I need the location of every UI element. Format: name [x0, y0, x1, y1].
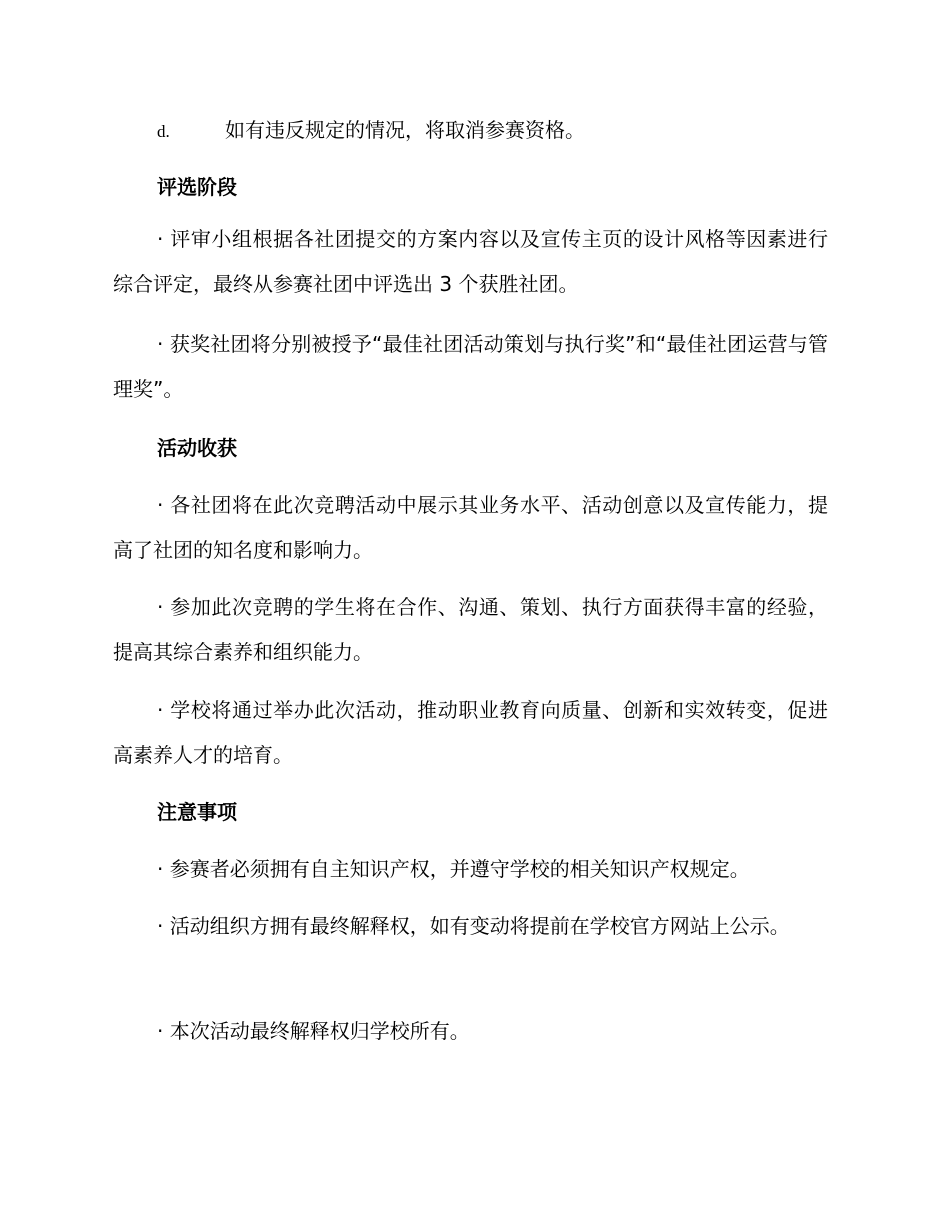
paragraph-notes-2: · 活动组织方拥有最终解释权，如有变动将提前在学校官方网站上公示。 — [157, 914, 790, 938]
paragraph-notes-1: · 参赛者必须拥有自主知识产权，并遵守学校的相关知识产权规定。 — [157, 857, 750, 881]
paragraph-outcomes-1: · 各社团将在此次竞聘活动中展示其业务水平、活动创意以及宣传能力，提高了社团的知名度和影响力。 — [113, 493, 828, 562]
paragraph-evaluation-1: · 评审小组根据各社团提交的方案内容以及宣传主页的设计风格等因素进行综合评定，最终从参赛社团中评选出 3 个获胜社团。 — [113, 227, 828, 296]
section-heading-notes: 注意事项 — [157, 800, 237, 824]
paragraph-outcomes-2: · 参加此次竞聘的学生将在合作、沟通、策划、执行方面获得丰富的经验，提高其综合素养和组织能力。 — [113, 595, 828, 664]
paragraph-outcomes-3: · 学校将通过举办此次活动，推动职业教育向质量、创新和实效转变，促进高素养人才的培育。 — [113, 698, 828, 767]
list-item-d — [157, 116, 585, 146]
list-item-text: 如有违反规定的情况，将取消参赛资格。 — [225, 118, 585, 142]
list-marker: d. — [157, 122, 170, 141]
section-heading-outcomes: 活动收获 — [157, 436, 237, 460]
paragraph-notes-3: · 本次活动最终解释权归学校所有。 — [157, 1019, 470, 1043]
paragraph-evaluation-2: · 获奖社团将分别被授予“最佳社团活动策划与执行奖”和“最佳社团运营与管理奖”。 — [113, 332, 828, 401]
section-heading-evaluation: 评选阶段 — [157, 175, 237, 199]
